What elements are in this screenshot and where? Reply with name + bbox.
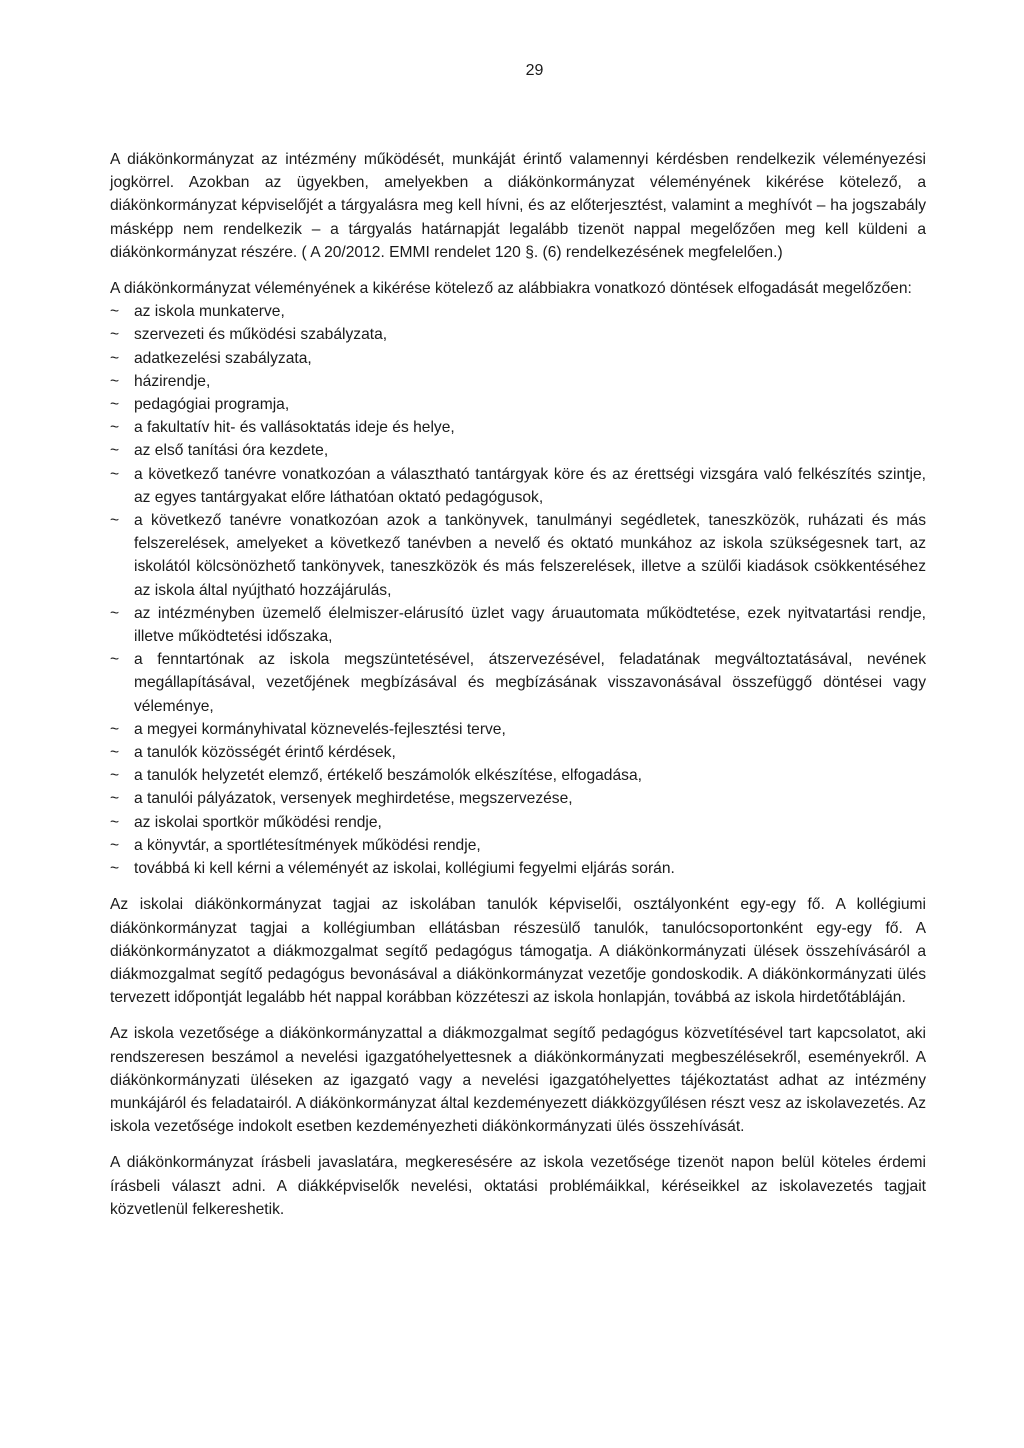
paragraph-list-intro: A diákönkormányzat véleményének a kikérése kötelező az alábbiakra vonatkozó döntések elfogadását megelőzően: — [110, 280, 912, 298]
list-item — [110, 857, 926, 880]
list-item — [110, 718, 926, 741]
paragraph-members: Az iskolai diákönkormányzat tagjai az iskolában tanulók képviselői, osztályonként egy-egy fő. A kollégiumi diákönkormányzat tagjai a kollégiumban ellátásban részesülő tanulók, tanulócsoportonként egy-egy fő. A diákönkormányzatot a diákmozgalmat segítő pedagógus támogatja. A diákönkormányzati ülések összehívásáról a diákmozgalmat segítő pedagógus bevonásával a diákönkormányzat vezetője gondoskodik. A diákönkormányzati ülés tervezett időpontját legalább hét nappal korábban közzéteszi az iskola honlapján, továbbá az iskola hirdetőtábláján. — [110, 896, 926, 1007]
tilde-bullet-icon: ~ — [110, 349, 120, 367]
list-item-text: házirendje, — [134, 372, 211, 390]
paragraph-response: A diákönkormányzat írásbeli javaslatára, megkeresésére az iskola vezetősége tizenöt napon belül köteles érdemi írásbeli választ adni. A diákképviselők nevelési, oktatási problémáikkal, kéréseikkel az iskolavezetés tagjait közvetlenül felkereshetik. — [110, 1154, 926, 1218]
tilde-bullet-icon: ~ — [110, 744, 120, 762]
tilde-bullet-icon: ~ — [110, 326, 120, 344]
tilde-bullet-icon: ~ — [110, 604, 120, 622]
list-item-text: a könyvtár, a sportlétesítmények működési rendje, — [134, 836, 481, 854]
tilde-bullet-icon: ~ — [110, 790, 120, 808]
list-item — [110, 323, 926, 346]
tilde-bullet-icon: ~ — [110, 303, 120, 321]
list-item — [110, 787, 926, 810]
tilde-bullet-icon: ~ — [110, 465, 120, 483]
decision-list — [110, 300, 926, 880]
list-item-text: pedagógiai programja, — [134, 396, 290, 414]
tilde-bullet-icon: ~ — [110, 442, 120, 460]
list-item-text: szervezeti és működési szabályzata, — [134, 326, 388, 344]
list-item-text: az iskola munkaterve, — [134, 303, 285, 321]
list-item — [110, 463, 926, 509]
tilde-bullet-icon: ~ — [110, 372, 120, 390]
list-item — [110, 300, 926, 323]
tilde-bullet-icon: ~ — [110, 836, 120, 854]
list-item — [110, 741, 926, 764]
list-item-text: a következő tanévre vonatkozóan azok a tankönyvek, tanulmányi segédletek, taneszközök, ruházati és más felszerelések, amelyeket a következő tanévben a nevelő és oktató munkához az iskola szükségesnek tart, az iskolától kölcsönözhető tankönyvek, taneszközök és más felszerelések, illetve a szülői kiadások csökkentéséhez az iskola által nyújtható hozzájárulás, — [134, 512, 926, 599]
paragraph-rights: A diákönkormányzat az intézmény működését, munkáját érintő valamennyi kérdésben rendelkezik véleményezési jogkörrel. Azokban az ügyekben, amelyekben a diákönkormányzat véleményének kikérése kötelező, a diákönkormányzat képviselőjét a tárgyalásra meg kell hívni, és az előterjesztést, valamint a meghívót – ha jogszabály másképp nem rendelkezik – a tárgyalás határnapját legalább tizenöt nappal megelőzően meg kell küldeni a diákönkormányzat részére. ( A 20/2012. EMMI rendelet 120 §. (6) rendelkezésének megfelelően.) — [110, 151, 926, 261]
list-item-text: az első tanítási óra kezdete, — [134, 442, 329, 460]
list-item-text: a megyei kormányhivatal köznevelés-fejlesztési terve, — [134, 720, 506, 738]
page-number: 29 — [525, 62, 544, 79]
list-item — [110, 834, 926, 857]
list-item — [110, 509, 926, 602]
list-item-text: a következő tanévre vonatkozóan a választható tantárgyak köre és az érettségi vizsgára való felkészítés szintje, az egyes tantárgyakat előre láthatóan oktató pedagógusok, — [134, 465, 926, 506]
tilde-bullet-icon: ~ — [110, 860, 120, 878]
list-item-text: az iskolai sportkör működési rendje, — [134, 813, 382, 831]
list-item — [110, 811, 926, 834]
list-item-text: továbbá ki kell kérni a véleményét az iskolai, kollégiumi fegyelmi eljárás során. — [134, 860, 675, 878]
tilde-bullet-icon: ~ — [110, 651, 120, 669]
list-item — [110, 370, 926, 393]
tilde-bullet-icon: ~ — [110, 720, 120, 738]
list-item-text: a tanulói pályázatok, versenyek meghirdetése, megszervezése, — [134, 790, 573, 808]
list-item — [110, 602, 926, 648]
list-item-text: a fakultatív hit- és vallásoktatás ideje és helye, — [134, 419, 455, 437]
list-item-text: a tanulók helyzetét elemző, értékelő beszámolók elkészítése, elfogadása, — [134, 767, 642, 785]
tilde-bullet-icon: ~ — [110, 512, 120, 530]
tilde-bullet-icon: ~ — [110, 396, 120, 414]
tilde-bullet-icon: ~ — [110, 813, 120, 831]
list-item — [110, 416, 926, 439]
tilde-bullet-icon: ~ — [110, 419, 120, 437]
tilde-bullet-icon: ~ — [110, 767, 120, 785]
list-item-text: a tanulók közösségét érintő kérdések, — [134, 744, 396, 762]
list-item — [110, 648, 926, 718]
list-item-text: az intézményben üzemelő élelmiszer-elárusító üzlet vagy áruautomata működtetése, ezek nyitvatartási rendje, illetve működtetési időszaka, — [134, 604, 926, 646]
list-item-text: adatkezelési szabályzata, — [134, 349, 312, 367]
list-item-text: a fenntartónak az iskola megszüntetésével, átszervezésével, feladatának megváltoztatásával, nevének megállapításával, vezetőjének megbízásával és megbízásának visszavonásával összefüggő döntései vagy véleménye, — [134, 651, 926, 715]
paragraph-contact: Az iskola vezetősége a diákönkormányzattal a diákmozgalmat segítő pedagógus közvetítésével tart kapcsolatot, aki rendszeresen beszámol a nevelési igazgatóhelyettesnek a diákönkormányzati megbeszélésekről, eseményekről. A diákönkormányzati üléseken az igazgató vagy a nevelési igazgatóhelyettes tájékoztatást adhat az intézmény munkájáról és feladatairól. A diákönkormányzat által kezdeményezett diákközgyűlésen részt vesz az iskolavezetés. Az iskola vezetősége indokolt esetben kezdeményezheti diákönkormányzati ülés összehívását. — [110, 1025, 926, 1136]
list-item — [110, 347, 926, 370]
list-item — [110, 439, 926, 462]
document-body — [110, 148, 926, 1234]
list-item — [110, 764, 926, 787]
list-item — [110, 393, 926, 416]
